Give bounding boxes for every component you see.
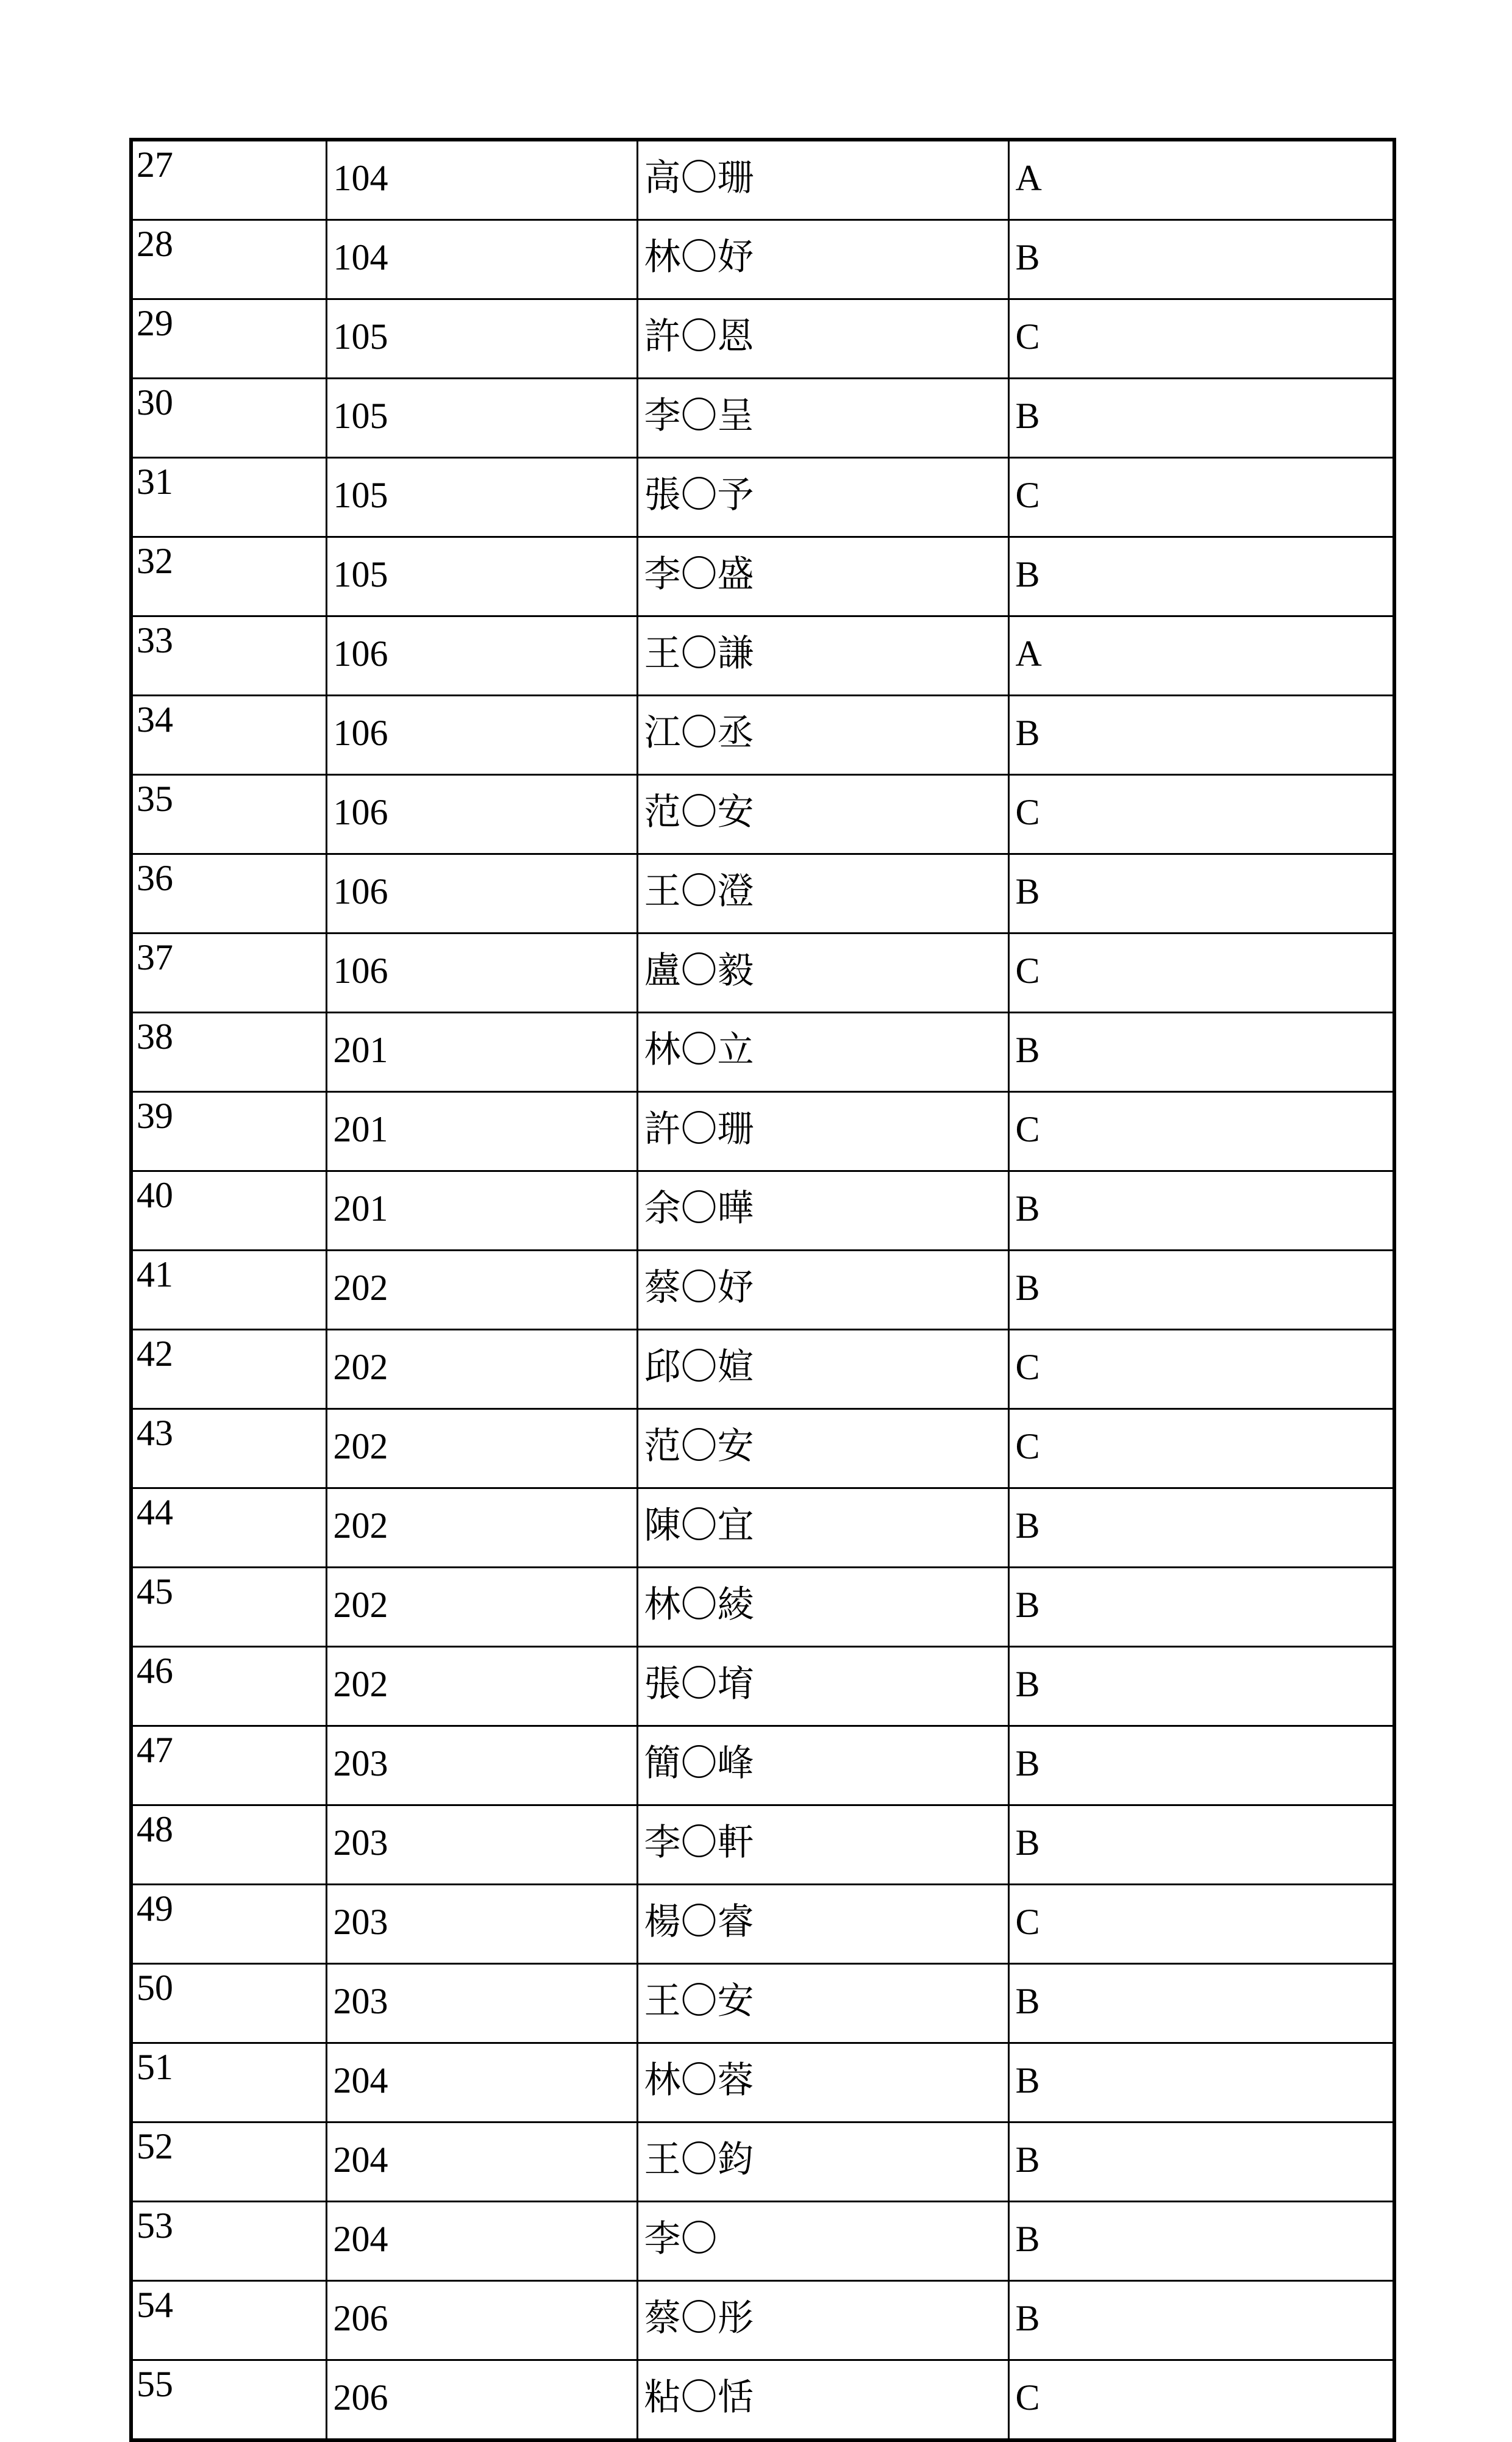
student-name-cell [637, 1488, 1008, 1568]
class-number-cell-text: 204 [333, 2219, 388, 2259]
student-name-cell-text: 李〇軒 [644, 1823, 754, 1863]
grade-cell [1008, 1171, 1394, 1251]
student-name-cell [637, 2202, 1008, 2281]
class-number-cell-text: 204 [333, 2140, 388, 2180]
student-name-cell [637, 934, 1008, 1013]
grade-cell [1008, 1013, 1394, 1092]
grade-cell [1008, 1805, 1394, 1885]
grade-cell-text: C [1015, 951, 1040, 991]
class-number-cell-text: 106 [333, 634, 388, 674]
student-name-cell-text: 許〇珊 [644, 1109, 754, 1149]
seq-number-cell [131, 1805, 326, 1885]
student-name-cell [637, 1568, 1008, 1647]
seq-number-cell [131, 1647, 326, 1726]
seq-number-cell-text: 51 [137, 2047, 173, 2087]
seq-number-cell-text: 41 [137, 1254, 173, 1294]
student-name-cell-text: 盧〇毅 [644, 951, 754, 991]
class-number-cell [326, 1171, 637, 1251]
seq-number-cell-text: 36 [137, 858, 173, 898]
table-row [131, 1568, 1394, 1647]
seq-number-cell-text: 42 [137, 1333, 173, 1374]
table-row [131, 220, 1394, 299]
grade-cell [1008, 2043, 1394, 2122]
student-name-cell [637, 1013, 1008, 1092]
student-name-cell [637, 1885, 1008, 1964]
seq-number-cell [131, 2281, 326, 2360]
grade-cell-text: C [1015, 475, 1040, 515]
grade-cell [1008, 934, 1394, 1013]
class-number-cell [326, 299, 637, 379]
grade-cell [1008, 220, 1394, 299]
class-number-cell [326, 458, 637, 537]
student-name-cell-text: 李〇呈 [644, 396, 754, 436]
class-number-cell [326, 1805, 637, 1885]
grade-cell [1008, 537, 1394, 616]
table-row [131, 1805, 1394, 1885]
grade-cell [1008, 1488, 1394, 1568]
seq-number-cell [131, 140, 326, 220]
roster-body [131, 140, 1394, 2440]
grade-cell [1008, 775, 1394, 854]
seq-number-cell [131, 1885, 326, 1964]
grade-cell-text: B [1015, 396, 1040, 436]
seq-number-cell-text: 39 [137, 1096, 173, 1136]
class-number-cell [326, 2202, 637, 2281]
student-name-cell-text: 粘〇恬 [644, 2377, 754, 2418]
grade-cell-text: B [1015, 1585, 1040, 1625]
grade-cell-text: C [1015, 1347, 1040, 1387]
student-name-cell [637, 379, 1008, 458]
table-row [131, 2043, 1394, 2122]
student-name-cell [637, 220, 1008, 299]
class-number-cell [326, 934, 637, 1013]
class-number-cell-text: 201 [333, 1188, 388, 1229]
class-number-cell [326, 537, 637, 616]
student-name-cell-text: 簡〇峰 [644, 1743, 754, 1783]
student-name-cell [637, 1330, 1008, 1409]
student-name-cell [637, 458, 1008, 537]
student-name-cell [637, 2281, 1008, 2360]
grade-cell-text: C [1015, 316, 1040, 357]
student-name-cell-text: 王〇澄 [644, 871, 754, 912]
student-name-cell-text: 王〇謙 [644, 634, 754, 674]
class-number-cell-text: 201 [333, 1030, 388, 1070]
class-number-cell [326, 696, 637, 775]
grade-cell [1008, 1647, 1394, 1726]
grade-cell [1008, 1409, 1394, 1488]
table-row [131, 1885, 1394, 1964]
table-row [131, 934, 1394, 1013]
class-number-cell [326, 1092, 637, 1171]
seq-number-cell [131, 616, 326, 696]
table-row [131, 1647, 1394, 1726]
student-name-cell [637, 140, 1008, 220]
table-row [131, 2122, 1394, 2202]
class-number-cell-text: 202 [333, 1268, 388, 1308]
seq-number-cell-text: 30 [137, 382, 173, 423]
grade-cell-text: B [1015, 871, 1040, 912]
table-row [131, 537, 1394, 616]
seq-number-cell-text: 45 [137, 1571, 173, 1612]
grade-cell-text: A [1015, 634, 1042, 674]
table-row [131, 1251, 1394, 1330]
class-number-cell-text: 203 [333, 1823, 388, 1863]
grade-cell [1008, 140, 1394, 220]
grade-cell [1008, 2281, 1394, 2360]
grade-cell [1008, 1885, 1394, 1964]
student-name-cell [637, 1647, 1008, 1726]
roster-table [129, 138, 1396, 2442]
class-number-cell-text: 202 [333, 1664, 388, 1704]
student-name-cell [637, 1171, 1008, 1251]
seq-number-cell [131, 1013, 326, 1092]
grade-cell [1008, 379, 1394, 458]
grade-cell-text: B [1015, 1743, 1040, 1783]
student-name-cell-text: 王〇安 [644, 1981, 754, 2021]
seq-number-cell [131, 775, 326, 854]
seq-number-cell-text: 53 [137, 2205, 173, 2246]
seq-number-cell [131, 1171, 326, 1251]
seq-number-cell [131, 2202, 326, 2281]
student-name-cell [637, 1726, 1008, 1805]
class-number-cell [326, 1251, 637, 1330]
seq-number-cell [131, 934, 326, 1013]
seq-number-cell-text: 38 [137, 1016, 173, 1057]
seq-number-cell-text: 44 [137, 1492, 173, 1532]
seq-number-cell [131, 1568, 326, 1647]
class-number-cell-text: 105 [333, 396, 388, 436]
student-name-cell [637, 2360, 1008, 2441]
seq-number-cell [131, 696, 326, 775]
class-number-cell-text: 204 [333, 2060, 388, 2101]
class-number-cell-text: 106 [333, 871, 388, 912]
seq-number-cell [131, 1092, 326, 1171]
grade-cell-text: C [1015, 1902, 1040, 1942]
seq-number-cell [131, 1251, 326, 1330]
student-name-cell [637, 537, 1008, 616]
seq-number-cell-text: 52 [137, 2126, 173, 2166]
seq-number-cell-text: 27 [137, 145, 173, 185]
student-name-cell [637, 616, 1008, 696]
class-number-cell-text: 106 [333, 713, 388, 753]
class-number-cell-text: 106 [333, 951, 388, 991]
class-number-cell [326, 220, 637, 299]
class-number-cell-text: 202 [333, 1347, 388, 1387]
seq-number-cell-text: 35 [137, 779, 173, 819]
class-number-cell [326, 2281, 637, 2360]
student-name-cell-text: 李〇盛 [644, 554, 754, 594]
student-name-cell-text: 楊〇睿 [644, 1902, 754, 1942]
student-name-cell-text: 林〇綾 [644, 1585, 754, 1625]
seq-number-cell-text: 31 [137, 462, 173, 502]
seq-number-cell [131, 2360, 326, 2441]
seq-number-cell-text: 29 [137, 303, 173, 343]
seq-number-cell-text: 33 [137, 620, 173, 660]
student-name-cell-text: 張〇堉 [644, 1664, 754, 1704]
student-name-cell [637, 854, 1008, 934]
student-name-cell-text: 范〇安 [644, 792, 754, 832]
class-number-cell-text: 203 [333, 1981, 388, 2021]
class-number-cell [326, 1726, 637, 1805]
seq-number-cell-text: 48 [137, 1809, 173, 1849]
seq-number-cell-text: 32 [137, 541, 173, 581]
class-number-cell [326, 1330, 637, 1409]
seq-number-cell-text: 34 [137, 699, 173, 740]
seq-number-cell [131, 220, 326, 299]
student-name-cell [637, 1251, 1008, 1330]
seq-number-cell-text: 46 [137, 1651, 173, 1691]
seq-number-cell [131, 1964, 326, 2043]
seq-number-cell-text: 50 [137, 1968, 173, 2008]
table-row [131, 140, 1394, 220]
class-number-cell [326, 1488, 637, 1568]
grade-cell-text: B [1015, 1505, 1040, 1546]
grade-cell-text: B [1015, 1823, 1040, 1863]
class-number-cell [326, 140, 637, 220]
student-name-cell [637, 696, 1008, 775]
grade-cell [1008, 2202, 1394, 2281]
class-number-cell-text: 206 [333, 2298, 388, 2338]
grade-cell [1008, 299, 1394, 379]
student-name-cell-text: 范〇安 [644, 1426, 754, 1466]
class-number-cell-text: 105 [333, 475, 388, 515]
class-number-cell [326, 2043, 637, 2122]
seq-number-cell [131, 1409, 326, 1488]
grade-cell [1008, 458, 1394, 537]
student-name-cell-text: 邱〇媗 [644, 1347, 754, 1387]
class-number-cell [326, 1885, 637, 1964]
class-number-cell [326, 854, 637, 934]
seq-number-cell [131, 537, 326, 616]
class-number-cell-text: 203 [333, 1743, 388, 1783]
grade-cell-text: B [1015, 2298, 1040, 2338]
seq-number-cell [131, 299, 326, 379]
class-number-cell [326, 1013, 637, 1092]
grade-cell [1008, 1092, 1394, 1171]
student-name-cell-text: 江〇丞 [644, 713, 754, 753]
seq-number-cell-text: 54 [137, 2285, 173, 2325]
grade-cell-text: C [1015, 2377, 1040, 2418]
student-name-cell [637, 1964, 1008, 2043]
student-name-cell [637, 1805, 1008, 1885]
student-name-cell [637, 1409, 1008, 1488]
grade-cell-text: B [1015, 1188, 1040, 1229]
grade-cell-text: C [1015, 1109, 1040, 1149]
student-name-cell [637, 1092, 1008, 1171]
grade-cell-text: B [1015, 1030, 1040, 1070]
student-name-cell-text: 張〇予 [644, 475, 754, 515]
class-number-cell-text: 104 [333, 158, 388, 198]
student-name-cell [637, 299, 1008, 379]
grade-cell [1008, 2122, 1394, 2202]
grade-cell [1008, 616, 1394, 696]
grade-cell [1008, 1568, 1394, 1647]
table-row [131, 2360, 1394, 2441]
student-name-cell-text: 林〇蓉 [644, 2060, 754, 2101]
grade-cell-text: B [1015, 2060, 1040, 2101]
seq-number-cell [131, 1330, 326, 1409]
class-number-cell [326, 1964, 637, 2043]
table-row [131, 458, 1394, 537]
grade-cell [1008, 1964, 1394, 2043]
grade-cell [1008, 2360, 1394, 2441]
grade-cell-text: A [1015, 158, 1042, 198]
student-name-cell-text: 蔡〇妤 [644, 1268, 754, 1308]
grade-cell-text: C [1015, 792, 1040, 832]
student-name-cell [637, 775, 1008, 854]
class-number-cell-text: 201 [333, 1109, 388, 1149]
grade-cell-text: B [1015, 713, 1040, 753]
class-number-cell-text: 203 [333, 1902, 388, 1942]
student-name-cell-text: 許〇恩 [644, 316, 754, 357]
class-number-cell-text: 202 [333, 1585, 388, 1625]
seq-number-cell-text: 49 [137, 1888, 173, 1929]
table-row [131, 854, 1394, 934]
class-number-cell [326, 1409, 637, 1488]
seq-number-cell [131, 1488, 326, 1568]
grade-cell [1008, 1251, 1394, 1330]
class-number-cell [326, 2360, 637, 2441]
class-number-cell-text: 206 [333, 2377, 388, 2418]
grade-cell-text: B [1015, 1981, 1040, 2021]
class-number-cell [326, 775, 637, 854]
table-row [131, 696, 1394, 775]
grade-cell-text: B [1015, 554, 1040, 594]
student-name-cell-text: 余〇曄 [644, 1188, 754, 1229]
table-row [131, 775, 1394, 854]
class-number-cell [326, 2122, 637, 2202]
table-row [131, 299, 1394, 379]
table-row [131, 2281, 1394, 2360]
seq-number-cell-text: 40 [137, 1175, 173, 1215]
grade-cell-text: B [1015, 237, 1040, 277]
seq-number-cell-text: 28 [137, 224, 173, 264]
class-number-cell [326, 1647, 637, 1726]
student-name-cell [637, 2122, 1008, 2202]
student-name-cell-text: 林〇立 [644, 1030, 754, 1070]
student-name-cell-text: 高〇珊 [644, 158, 754, 198]
grade-cell-text: B [1015, 1268, 1040, 1308]
seq-number-cell-text: 37 [137, 937, 173, 977]
table-row [131, 1488, 1394, 1568]
table-row [131, 1409, 1394, 1488]
grade-cell-text: B [1015, 2140, 1040, 2180]
table-row [131, 1726, 1394, 1805]
grade-cell [1008, 1330, 1394, 1409]
table-row [131, 1092, 1394, 1171]
student-name-cell-text: 林〇妤 [644, 237, 754, 277]
class-number-cell-text: 202 [333, 1505, 388, 1546]
grade-cell [1008, 854, 1394, 934]
class-number-cell-text: 104 [333, 237, 388, 277]
table-row [131, 379, 1394, 458]
grade-cell-text: B [1015, 1664, 1040, 1704]
class-number-cell [326, 1568, 637, 1647]
student-name-cell-text: 王〇鈞 [644, 2140, 754, 2180]
class-number-cell [326, 379, 637, 458]
student-name-cell-text: 蔡〇彤 [644, 2298, 754, 2338]
class-number-cell-text: 106 [333, 792, 388, 832]
class-number-cell [326, 616, 637, 696]
grade-cell-text: B [1015, 2219, 1040, 2259]
seq-number-cell [131, 2122, 326, 2202]
class-number-cell-text: 202 [333, 1426, 388, 1466]
grade-cell [1008, 696, 1394, 775]
student-name-cell [637, 2043, 1008, 2122]
class-number-cell-text: 105 [333, 316, 388, 357]
seq-number-cell-text: 47 [137, 1730, 173, 1770]
table-row [131, 2202, 1394, 2281]
table-row [131, 1964, 1394, 2043]
seq-number-cell-text: 43 [137, 1413, 173, 1453]
seq-number-cell [131, 458, 326, 537]
seq-number-cell [131, 2043, 326, 2122]
table-row [131, 616, 1394, 696]
seq-number-cell [131, 854, 326, 934]
seq-number-cell [131, 379, 326, 458]
seq-number-cell-text: 55 [137, 2364, 173, 2404]
table-row [131, 1171, 1394, 1251]
class-number-cell-text: 105 [333, 554, 388, 594]
seq-number-cell [131, 1726, 326, 1805]
table-row [131, 1013, 1394, 1092]
student-name-cell-text: 李〇 [644, 2219, 718, 2259]
grade-cell [1008, 1726, 1394, 1805]
table-row [131, 1330, 1394, 1409]
grade-cell-text: C [1015, 1426, 1040, 1466]
student-name-cell-text: 陳〇宜 [644, 1505, 754, 1546]
